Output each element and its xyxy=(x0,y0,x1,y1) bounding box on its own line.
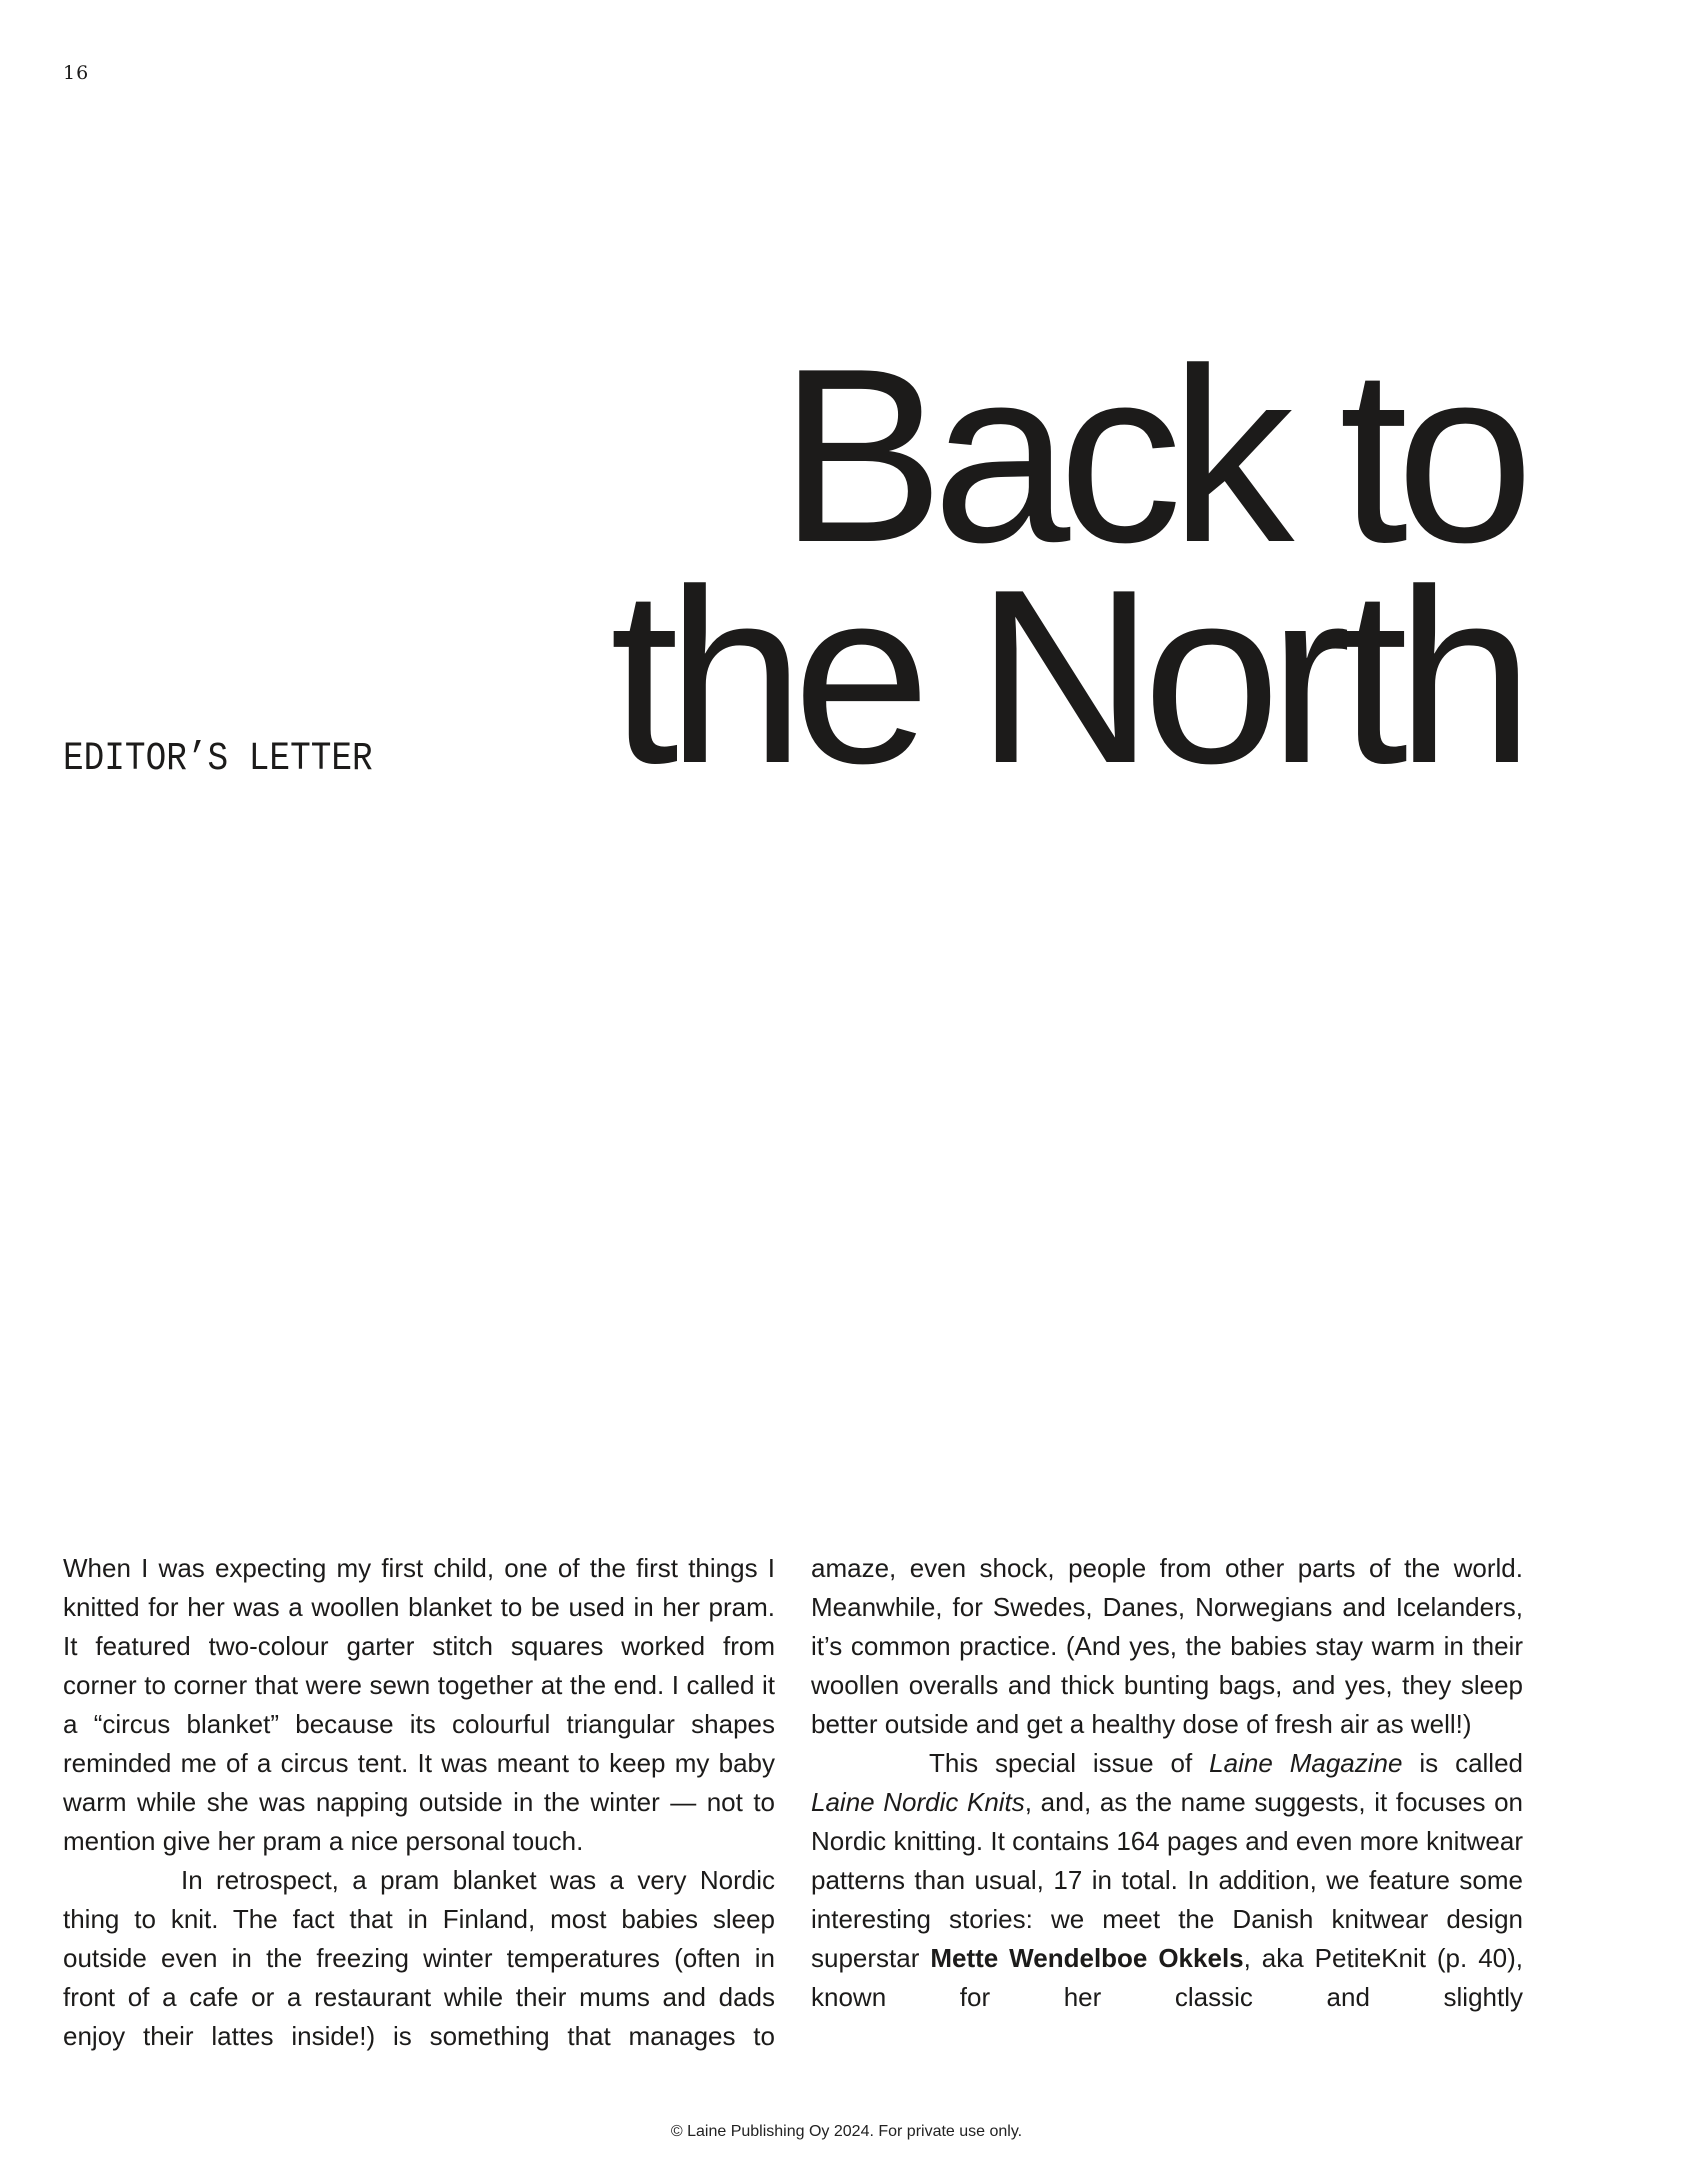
right-p2-text-d: , aka PetiteKnit (p. 40), known for her classic and slightly xyxy=(811,1943,1523,2012)
left-paragraph-1: When I was expecting my first child, one of the first things I knitted for her was a woollen blanket to be used in her pram. It featured two-colour garter stitch squares worked from corner to corner that were sewn together at the end. I called it a “circus blanket” because its colourful triangular shapes reminded me of a circus tent. It was meant to keep my baby warm while she was napping outside in the winter — not to mention give her pram a nice personal touch. xyxy=(63,1553,775,1856)
designer-name: Mette Wendelboe Okkels xyxy=(930,1943,1244,1973)
issue-title: Laine Nordic Knits xyxy=(811,1787,1025,1817)
article-column-right xyxy=(811,1549,1523,2017)
magazine-name: Laine Magazine xyxy=(1209,1748,1403,1778)
right-p2-text-c: , and, as the name suggests, it focuses on Nordic knitting. It contains 164 pages and even more knitwear patterns than usual, 17 in total. In addition, we feature some interesting stories: we meet the Danish knitwear design superstar xyxy=(811,1787,1523,1973)
right-paragraph-2 xyxy=(811,1744,1523,2017)
right-p2-text-a: This special issue of xyxy=(929,1748,1210,1778)
right-p2-text-b: is called xyxy=(1402,1748,1524,1778)
page-number: 16 xyxy=(63,62,90,84)
footer-copyright: © Laine Publishing Oy 2024. For private use only. xyxy=(670,2123,1023,2140)
page-title xyxy=(609,316,1522,815)
section-label: EDITOR’S LETTER xyxy=(63,737,373,782)
left-paragraph-2: In retrospect, a pram blanket was a very Nordic thing to knit. The fact that in Finland, most babies sleep outside even in the freezing winter temperatures (often in front of a cafe or a restaurant while their mums and dads enjoy their lattes inside!) is something that manages to xyxy=(63,1865,775,2051)
right-paragraph-1: amaze, even shock, people from other parts of the world. Meanwhile, for Swedes, Danes, Norwegians and Icelanders, it’s common practice. (And yes, the babies stay warm in their woollen overalls and thick bunting bags, and yes, they sleep better outside and get a healthy dose of fresh air as well!) xyxy=(811,1553,1523,1739)
article-column-left xyxy=(63,1549,775,2056)
headline-line-2: the North xyxy=(609,537,1522,815)
headline-line-1: Back to xyxy=(778,316,1522,594)
